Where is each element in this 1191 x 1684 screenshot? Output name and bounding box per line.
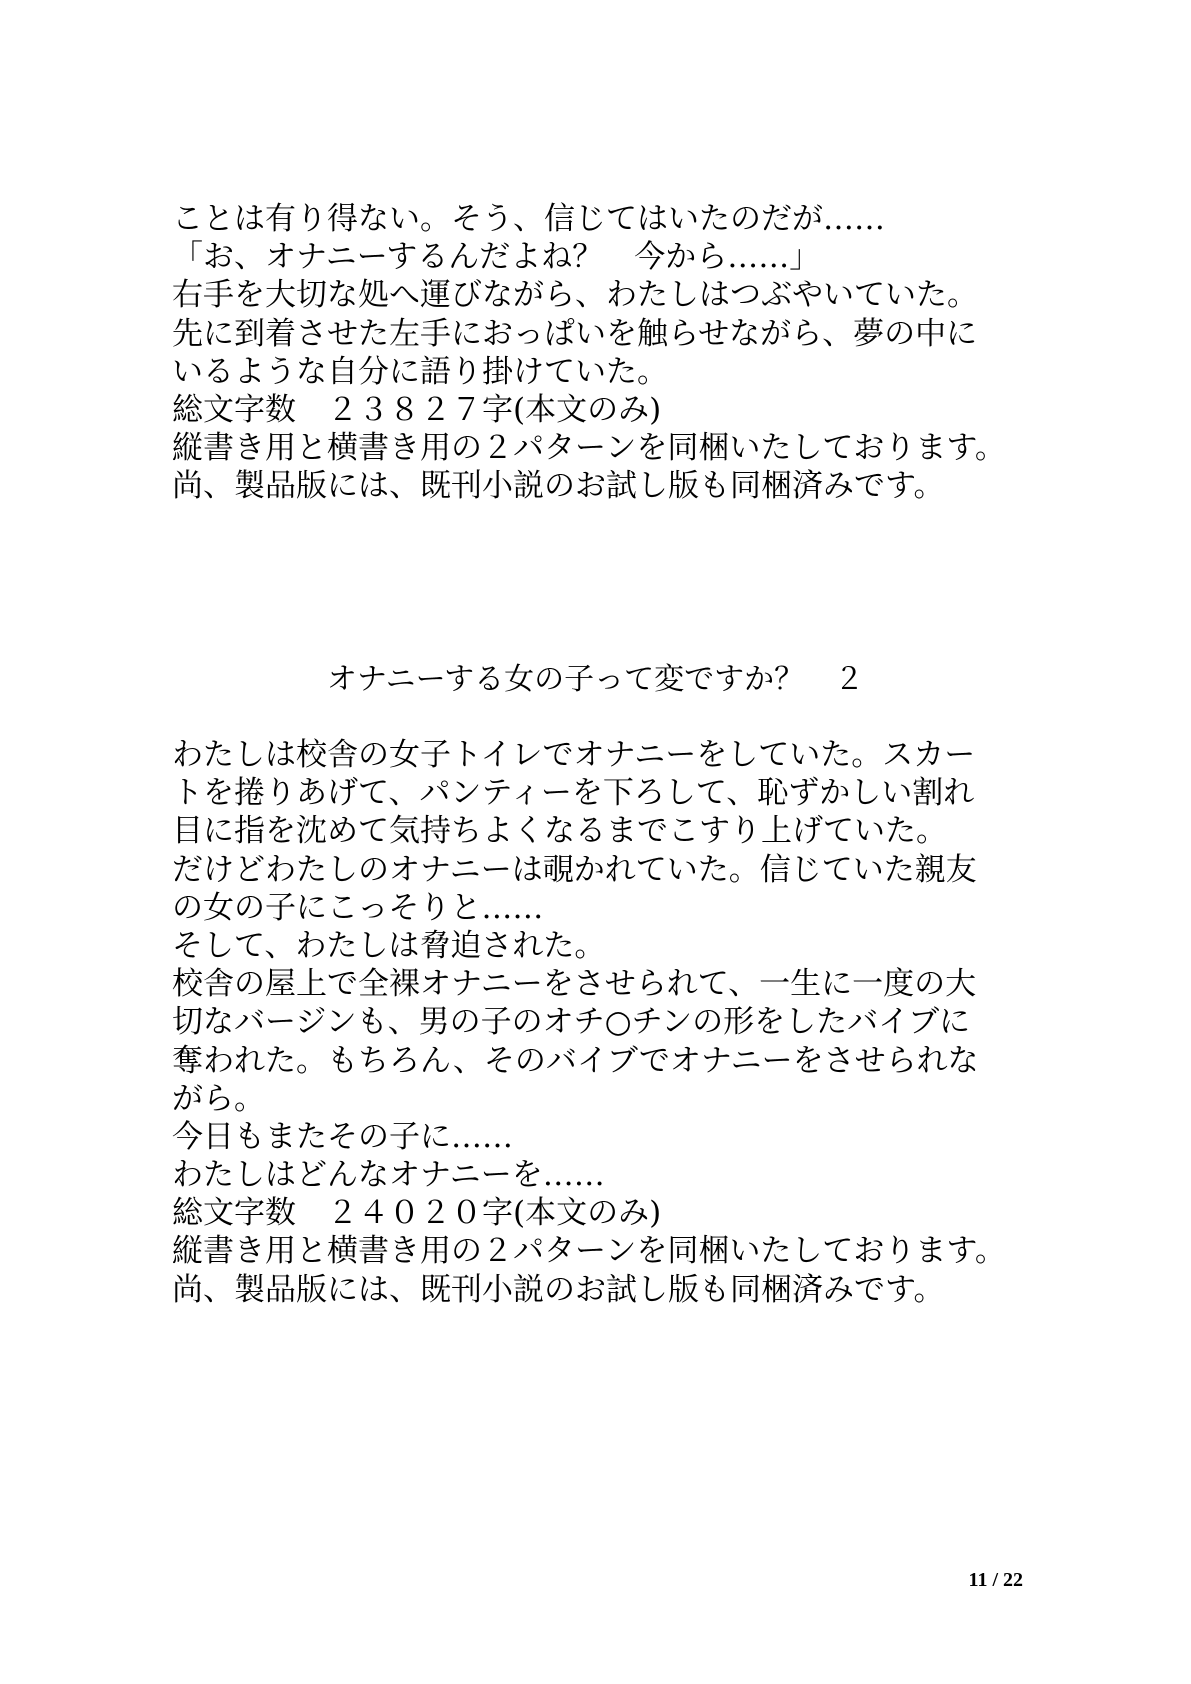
section-2-title: オナニーする女の子って変ですか？ ２ [326, 662, 865, 697]
body-line: 奪われた。もちろん、そのバイブでオナニーをさせられな [172, 1042, 979, 1079]
body-line: 目に指を沈めて気持ちよくなるまでこすり上げていた。 [172, 813, 947, 850]
body-line: の女の子にこっそりと…… [172, 889, 544, 926]
body-line: 先に到着させた左手におっぱいを触らせながら、夢の中に [172, 315, 978, 352]
format-note-line: 縦書き用と横書き用の２パターンを同梱いたしております。 [172, 430, 1006, 467]
body-line: トを捲りあげて、パンティーを下ろして、恥ずかしい割れ [172, 775, 975, 812]
character-count-line: 総文字数 ２３８２７字(本文のみ) [172, 391, 662, 428]
body-line: だけどわたしのオナニーは覗かれていた。信じていた親友 [172, 851, 977, 888]
section-2-body [172, 736, 1052, 1309]
body-line: わたしは校舎の女子トイレでオナニーをしていた。スカー [172, 737, 976, 773]
bundle-note-line: 尚、製品版には、既刊小説のお試し版も同梱済みです。 [172, 1271, 945, 1308]
format-note-line: 縦書き用と横書き用の２パターンを同梱いたしております。 [172, 1233, 1006, 1270]
body-line: 今日もまたその子に…… [172, 1118, 513, 1155]
body-line: そして、わたしは脅迫された。 [172, 927, 606, 964]
body-line: 校舎の屋上で全裸オナニーをさせられて、一生に一度の大 [172, 966, 977, 1003]
bundle-note-line: 尚、製品版には、既刊小説のお試し版も同梱済みです。 [172, 468, 945, 505]
page-number: 11 / 22 [968, 1569, 1023, 1591]
body-line: 切なバージンも、男の子のオチ○チンの形をしたバイブに [172, 1004, 971, 1041]
character-count-line: 総文字数 ２４０２０字(本文のみ) [172, 1195, 662, 1232]
body-line: 右手を大切な処へ運びながら、わたしはつぶやいていた。 [172, 277, 978, 314]
body-line: いるような自分に語り掛けていた。 [172, 353, 668, 390]
body-line: 「お、オナニーするんだよね？ 今から……」 [172, 239, 821, 276]
section-1-body [172, 200, 1052, 506]
body-line: わたしはどんなオナニーを…… [172, 1157, 605, 1194]
body-line: がら。 [172, 1080, 265, 1117]
body-line: ことは有り得ない。そう、信じてはいたのだが…… [172, 201, 885, 237]
